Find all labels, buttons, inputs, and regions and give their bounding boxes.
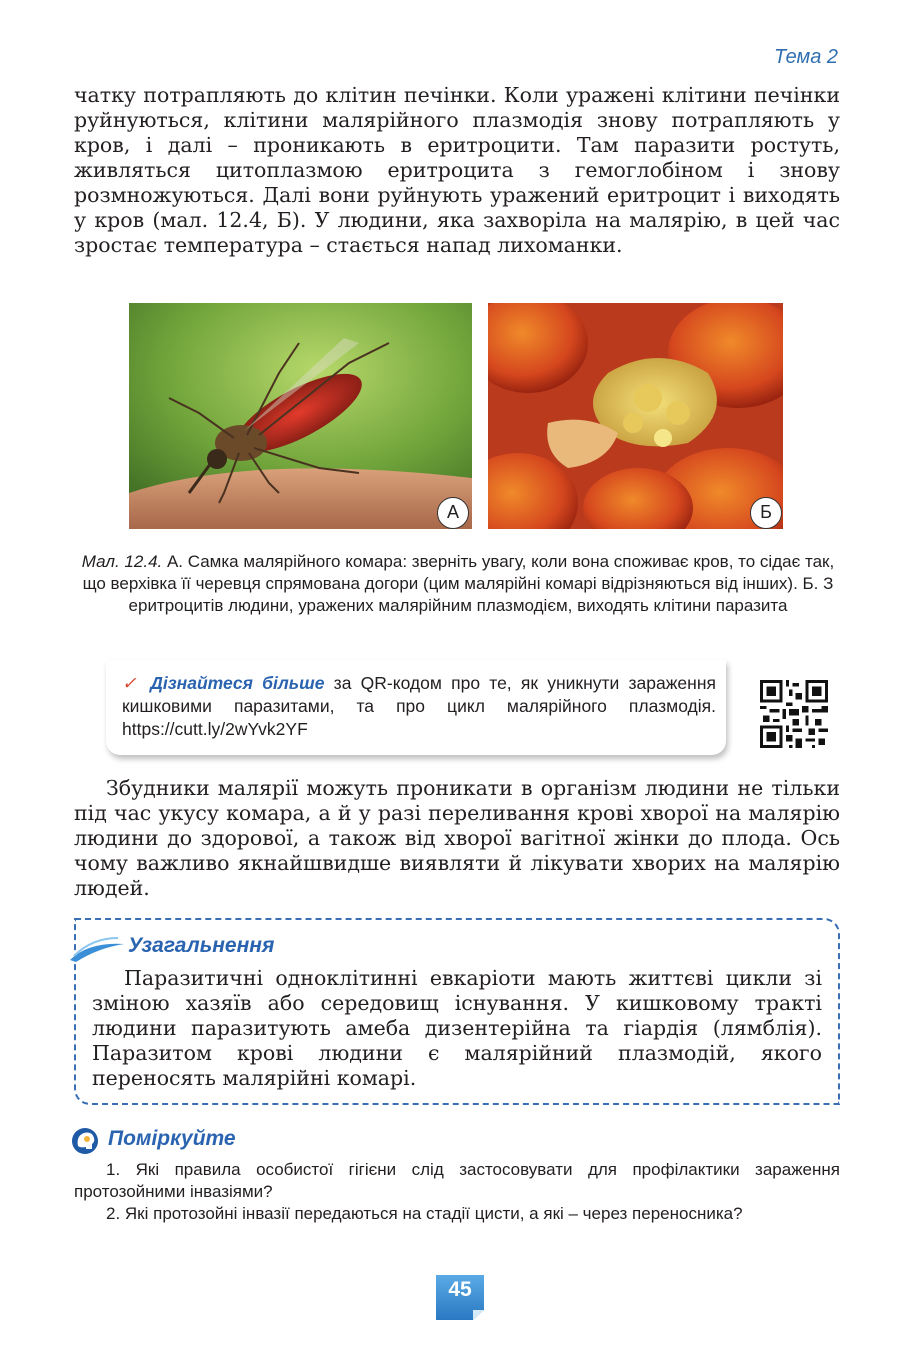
qr-code-icon[interactable] — [760, 680, 828, 748]
head-thinking-icon — [70, 1126, 100, 1156]
paragraph-1-text: чатку потрапляють до клітин печінки. Коли уражені клітини печінки руйнуються, клітини малярійного плазмодія знову потрапляють у кров, і далі – проникають в еритроцити. Там паразити ростуть, живляться цитоплазмою еритроцита з гемоглобіном і знову розмножуються. Далі вони руйнують уражений еритроцит і виходять у кров (мал. 12.4, Б). У людини, яка захворіла на малярію, в цей час зростає температура – стається напад лихоманки. — [74, 83, 840, 257]
photo-label-b: Б — [750, 497, 782, 529]
summary-title: Узагальнення — [128, 934, 275, 957]
learn-more-box — [106, 660, 726, 755]
photo-erythrocytes — [488, 303, 783, 529]
questions-list — [74, 1159, 840, 1225]
learn-more-body[interactable]: за QR-кодом про те, як уникнути зараження кишковими паразитами, та про цикл малярійного плазмодія. https://cutt.ly/2wYvk2YF — [122, 673, 716, 739]
question-item: 2. Які протозойні інвазії передаються на стадії цисти, а які – через переносника? — [106, 1204, 743, 1223]
photo-mosquito — [129, 303, 472, 529]
question-item: 1. Які правила особистої гігієни слід застосовувати для профілактики зараження протозойними інвазіями? — [74, 1160, 840, 1201]
photo-label-a: А — [437, 497, 469, 529]
figure-caption — [78, 551, 838, 617]
wave-icon — [68, 934, 128, 964]
page-number: 45 — [448, 1278, 472, 1301]
learn-more-lead: Дізнайтеся більше — [150, 673, 325, 693]
paragraph-2-text: Збудники малярії можуть проникати в організм людини не тільки під час укусу комара, а й у разі переливання крові хворої на малярію людини до здорової, а також від хворої вагітної жінки до плода. Ось чому важливо якнайшвидше виявляти й лікувати хворих на малярію людей. — [74, 776, 840, 900]
body-paragraph-1 — [74, 83, 840, 258]
summary-text-paragraph: Паразитичні одноклітинні евкаріоти мають життєві цикли зі зміною хазяїв або середовищ існування. У кишковому тракті людини паразитують амеба дизентерійна та гіардія (лямблія). Паразитом крові людини є малярійний плазмодій, якого переносять малярійні комарі. — [92, 966, 822, 1090]
learn-more-text — [122, 672, 716, 741]
summary-box — [74, 918, 840, 1105]
topic-header: Тема 2 — [774, 46, 838, 68]
think-title: Поміркуйте — [108, 1127, 236, 1150]
caption-text: А. Самка малярійного комара: зверніть увагу, коли вона споживає кров, то сідає так, що верхівка її черевця спрямована догори (цим малярійні комарі відрізняються від інших). Б. З еритроцитів людини, уражених малярійним плазмодієм, виходять клітини паразита — [82, 552, 835, 615]
caption-number: Мал. 12.4. — [81, 552, 163, 571]
body-paragraph-2 — [74, 776, 840, 901]
summary-text — [92, 966, 822, 1091]
check-icon: ✓ — [122, 673, 142, 693]
